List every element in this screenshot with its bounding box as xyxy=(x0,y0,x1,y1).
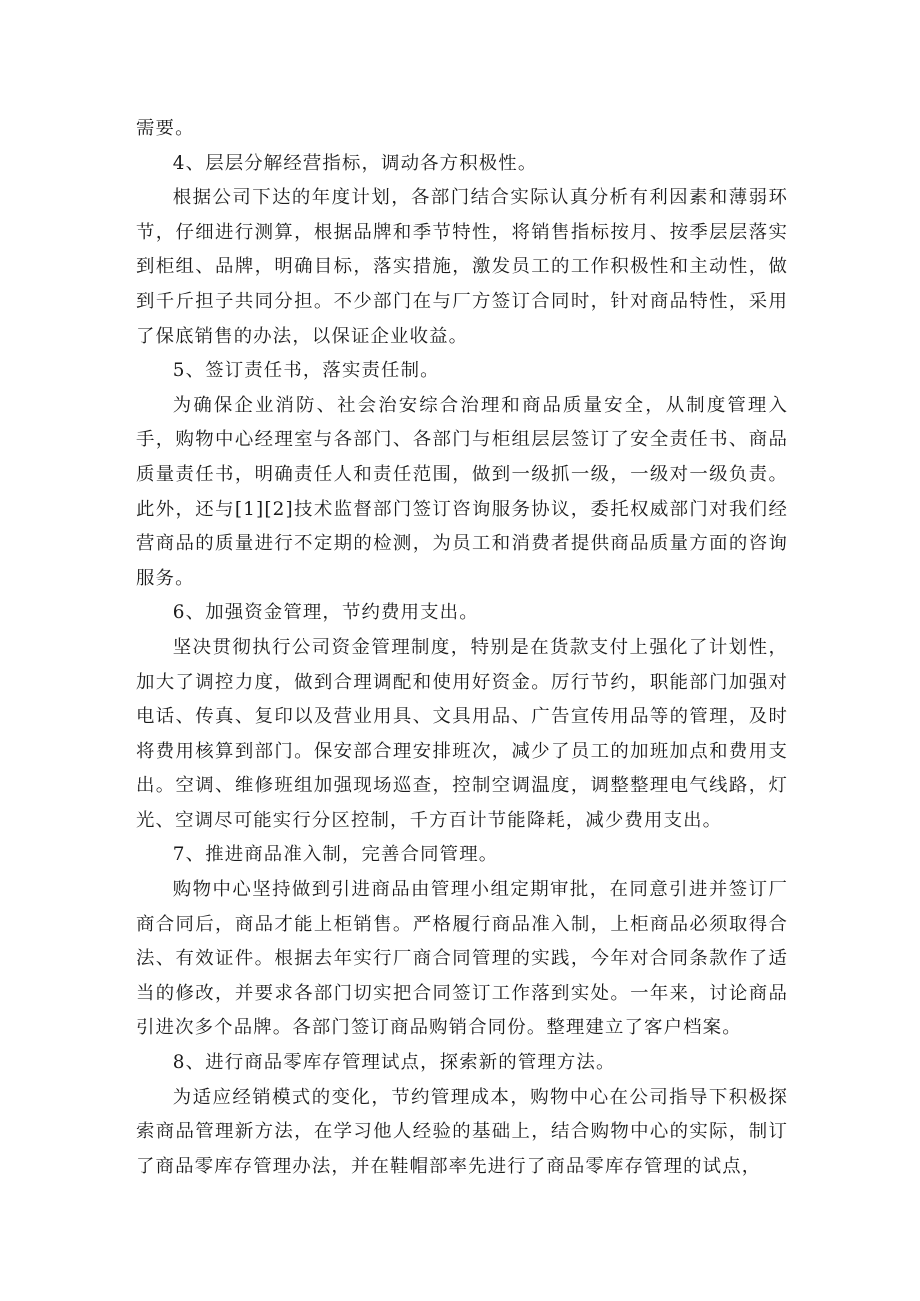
paragraph-section-5: 为确保企业消防、社会治安综合治理和商品质量安全，从制度管理入手，购物中心经理室与各部门、各部门与柜组层层签订了安全责任书、商品质量责任书，明确责任人和责任范围，做到一级抓一级，一级对一级负责。此外，还与[1][2]技术监督部门签订咨询服务协议，委托权威部门对我们经营商品的质量进行不定期的检测，为员工和消费者提供商品质量方面的咨询服务。 xyxy=(136,394,788,589)
document-body xyxy=(136,112,788,1184)
paragraph-section-7: 购物中心坚持做到引进商品由管理小组定期审批，在同意引进并签订厂商合同后，商品才能上柜销售。严格履行商品准入制，上柜商品必须取得合法、有效证件。根据去年实行厂商合同管理的实践，今年对合同条款作了适当的修改，并要求各部门切实把合同签订工作落到实处。一年来，讨论商品引进次多个品牌。各部门签订商品购销合同份。整理建立了客户档案。 xyxy=(136,879,788,1039)
paragraph-section-6: 坚决贯彻执行公司资金管理制度，特别是在货款支付上强化了计划性，加大了调控力度，做到合理调配和使用好资金。厉行节约，职能部门加强对电话、传真、复印以及营业用具、文具用品、广告宣传用品等的管理，及时将费用核算到部门。保安部合理安排班次，减少了员工的加班加点和费用支出。空调、维修班组加强现场巡查，控制空调温度，调整整理电气线路，灯光、空调尽可能实行分区控制，千方百计节能降耗，减少费用支出。 xyxy=(136,636,788,831)
section-heading-5: 5、签订责任书，落实责任制。 xyxy=(172,360,440,382)
section-heading-8: 8、进行商品零库存管理试点，探索新的管理方法。 xyxy=(172,1052,616,1074)
section-heading-6: 6、加强资金管理，节约费用支出。 xyxy=(172,602,479,624)
paragraph-section-8: 为适应经销模式的变化，节约管理成本，购物中心在公司指导下积极探索商品管理新方法，在学习他人经验的基础上，结合购物中心的实际，制订了商品零库存管理办法，并在鞋帽部率先进行了商品零库存管理的试点， xyxy=(136,1086,788,1177)
section-heading-7: 7、推进商品准入制，完善合同管理。 xyxy=(172,844,499,866)
continuation-text: 需要。 xyxy=(136,118,195,139)
paragraph-section-4: 根据公司下达的年度计划，各部门结合实际认真分析有利因素和薄弱环节，仔细进行测算，根据品牌和季节特性，将销售指标按月、按季层层落实到柜组、品牌，明确目标，落实措施，激发员工的工作积极性和主动性，做到千斤担子共同分担。不少部门在与厂方签订合同时，针对商品特性，采用了保底销售的办法，以保证企业收益。 xyxy=(136,187,788,347)
section-heading-4: 4、层层分解经营指标，调动各方积极性。 xyxy=(172,152,538,174)
